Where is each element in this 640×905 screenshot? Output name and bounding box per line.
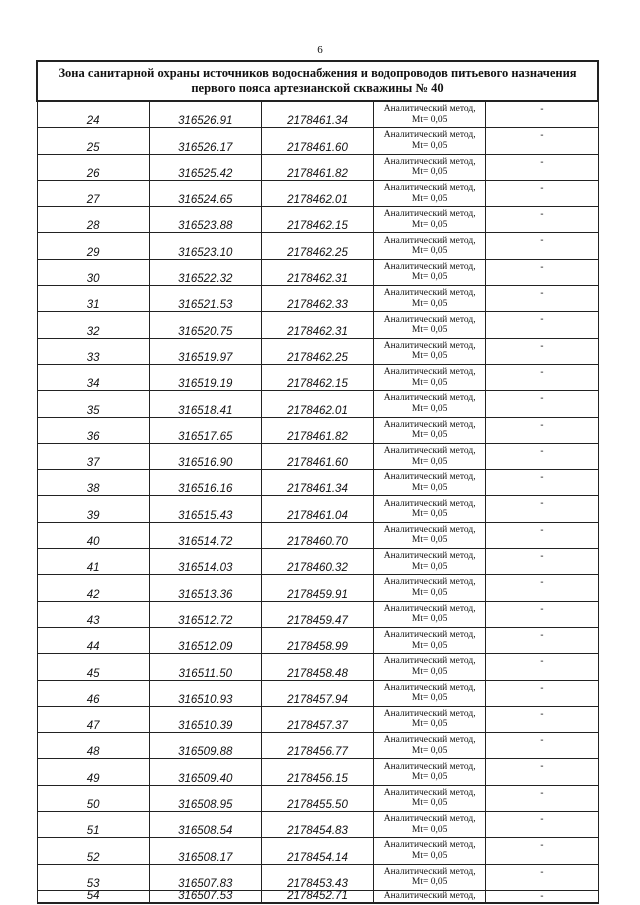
point-number-cell: 51 <box>37 812 149 838</box>
x-coordinate-cell: 316522.32 <box>149 259 261 285</box>
table-row <box>37 443 598 469</box>
method-cell <box>374 706 486 732</box>
method-line: Аналитический метод, <box>383 814 476 825</box>
y-coordinate-cell: 2178456.15 <box>261 759 373 785</box>
method-line: Аналитический метод, <box>383 340 476 351</box>
method-cell <box>374 890 486 903</box>
method-cell <box>374 522 486 548</box>
note-cell: - <box>486 838 598 864</box>
method-cell <box>374 575 486 601</box>
point-number-cell: 49 <box>37 759 149 785</box>
x-coordinate-cell: 316519.19 <box>149 364 261 390</box>
point-number-cell: 53 <box>37 864 149 890</box>
accuracy-line: Mt= 0,05 <box>411 167 448 178</box>
table-row <box>37 128 598 154</box>
method-cell <box>374 864 486 890</box>
method-line: Аналитический метод, <box>383 261 476 272</box>
x-coordinate-cell: 316526.17 <box>149 128 261 154</box>
note-cell: - <box>486 312 598 338</box>
point-number-cell: 33 <box>37 338 149 364</box>
note-cell: - <box>486 575 598 601</box>
method-cell <box>374 549 486 575</box>
x-coordinate-cell: 316508.17 <box>149 838 261 864</box>
y-coordinate-cell: 2178452.71 <box>261 890 373 903</box>
point-number-cell: 30 <box>37 259 149 285</box>
y-coordinate-cell: 2178459.91 <box>261 575 373 601</box>
accuracy-line: Mt= 0,05 <box>411 351 448 362</box>
table-row <box>37 838 598 864</box>
table-row <box>37 470 598 496</box>
accuracy-line: Mt= 0,05 <box>411 745 448 756</box>
point-number-cell: 40 <box>37 522 149 548</box>
table-title-row <box>37 61 598 101</box>
method-cell <box>374 338 486 364</box>
x-coordinate-cell: 316525.42 <box>149 154 261 180</box>
method-cell <box>374 207 486 233</box>
method-line: Аналитический метод, <box>383 130 476 141</box>
method-cell <box>374 443 486 469</box>
table-row <box>37 864 598 890</box>
method-cell <box>374 601 486 627</box>
point-number-cell: 52 <box>37 838 149 864</box>
x-coordinate-cell: 316511.50 <box>149 654 261 680</box>
method-line: Аналитический метод, <box>383 577 476 588</box>
method-line: Аналитический метод, <box>383 761 476 772</box>
note-cell: - <box>486 338 598 364</box>
accuracy-line: Mt= 0,05 <box>411 456 448 467</box>
method-line: Аналитический метод, <box>383 656 476 667</box>
accuracy-line: Mt= 0,05 <box>411 272 448 283</box>
accuracy-line: Mt= 0,05 <box>411 798 448 809</box>
method-cell <box>374 286 486 312</box>
table-row <box>37 785 598 811</box>
method-line: Аналитический метод, <box>383 235 476 246</box>
y-coordinate-cell: 2178461.82 <box>261 417 373 443</box>
table-row <box>37 812 598 838</box>
point-number-cell: 45 <box>37 654 149 680</box>
point-number-cell: 38 <box>37 470 149 496</box>
x-coordinate-cell: 316514.03 <box>149 549 261 575</box>
method-line: Аналитический метод, <box>383 787 476 798</box>
y-coordinate-cell: 2178461.82 <box>261 154 373 180</box>
y-coordinate-cell: 2178458.99 <box>261 627 373 653</box>
note-cell: - <box>486 233 598 259</box>
method-line: Аналитический метод, <box>383 735 476 746</box>
x-coordinate-cell: 316518.41 <box>149 391 261 417</box>
table-row <box>37 575 598 601</box>
accuracy-line: Mt= 0,05 <box>411 640 448 651</box>
method-line: Аналитический метод, <box>383 524 476 535</box>
note-cell: - <box>486 733 598 759</box>
note-cell: - <box>486 812 598 838</box>
x-coordinate-cell: 316520.75 <box>149 312 261 338</box>
x-coordinate-cell: 316523.10 <box>149 233 261 259</box>
point-number-cell: 35 <box>37 391 149 417</box>
x-coordinate-cell: 316510.39 <box>149 706 261 732</box>
x-coordinate-cell: 316507.53 <box>149 890 261 903</box>
note-cell: - <box>486 496 598 522</box>
accuracy-line: Mt= 0,05 <box>411 693 448 704</box>
x-coordinate-cell: 316514.72 <box>149 522 261 548</box>
y-coordinate-cell: 2178462.31 <box>261 312 373 338</box>
coordinates-table <box>36 60 599 904</box>
accuracy-line: Mt= 0,05 <box>411 509 448 520</box>
table-row <box>37 233 598 259</box>
method-cell <box>374 391 486 417</box>
method-line: Аналитический метод, <box>383 890 476 901</box>
x-coordinate-cell: 316526.91 <box>149 101 261 128</box>
x-coordinate-cell: 316512.09 <box>149 627 261 653</box>
note-cell: - <box>486 549 598 575</box>
y-coordinate-cell: 2178462.25 <box>261 233 373 259</box>
method-cell <box>374 470 486 496</box>
y-coordinate-cell: 2178455.50 <box>261 785 373 811</box>
point-number-cell: 39 <box>37 496 149 522</box>
x-coordinate-cell: 316523.88 <box>149 207 261 233</box>
table-row <box>37 417 598 443</box>
method-line: Аналитический метод, <box>383 840 476 851</box>
note-cell: - <box>486 759 598 785</box>
x-coordinate-cell: 316509.88 <box>149 733 261 759</box>
note-cell: - <box>486 627 598 653</box>
method-line: Аналитический метод, <box>383 603 476 614</box>
table-row <box>37 522 598 548</box>
y-coordinate-cell: 2178457.37 <box>261 706 373 732</box>
method-line: Аналитический метод, <box>383 104 476 115</box>
note-cell: - <box>486 706 598 732</box>
accuracy-line: Mt= 0,05 <box>411 403 448 414</box>
y-coordinate-cell: 2178459.47 <box>261 601 373 627</box>
y-coordinate-cell: 2178454.83 <box>261 812 373 838</box>
y-coordinate-cell: 2178462.01 <box>261 180 373 206</box>
y-coordinate-cell: 2178461.60 <box>261 128 373 154</box>
method-cell <box>374 654 486 680</box>
x-coordinate-cell: 316508.54 <box>149 812 261 838</box>
accuracy-line: Mt= 0,05 <box>411 377 448 388</box>
x-coordinate-cell: 316507.83 <box>149 864 261 890</box>
accuracy-line: Mt= 0,05 <box>411 430 448 441</box>
accuracy-line: Mt= 0,05 <box>411 535 448 546</box>
note-cell: - <box>486 890 598 903</box>
point-number-cell: 26 <box>37 154 149 180</box>
note-cell: - <box>486 364 598 390</box>
method-line: Аналитический метод, <box>383 156 476 167</box>
x-coordinate-cell: 316516.90 <box>149 443 261 469</box>
x-coordinate-cell: 316519.97 <box>149 338 261 364</box>
y-coordinate-cell: 2178461.34 <box>261 101 373 128</box>
y-coordinate-cell: 2178462.15 <box>261 364 373 390</box>
note-cell: - <box>486 391 598 417</box>
table-row <box>37 364 598 390</box>
method-cell <box>374 417 486 443</box>
point-number-cell: 24 <box>37 101 149 128</box>
note-cell: - <box>486 443 598 469</box>
method-line: Аналитический метод, <box>383 551 476 562</box>
accuracy-line: Mt= 0,05 <box>411 772 448 783</box>
method-line: Аналитический метод, <box>383 288 476 299</box>
point-number-cell: 37 <box>37 443 149 469</box>
method-line: Аналитический метод, <box>383 682 476 693</box>
y-coordinate-cell: 2178462.33 <box>261 286 373 312</box>
method-cell <box>374 364 486 390</box>
table-row <box>37 680 598 706</box>
x-coordinate-cell: 316509.40 <box>149 759 261 785</box>
x-coordinate-cell: 316517.65 <box>149 417 261 443</box>
method-cell <box>374 496 486 522</box>
table-row <box>37 312 598 338</box>
accuracy-line: Mt= 0,05 <box>411 719 448 730</box>
point-number-cell: 44 <box>37 627 149 653</box>
x-coordinate-cell: 316524.65 <box>149 180 261 206</box>
method-line: Аналитический метод, <box>383 708 476 719</box>
table-row <box>37 890 598 903</box>
table-body <box>37 61 598 903</box>
table-row <box>37 180 598 206</box>
method-cell <box>374 785 486 811</box>
y-coordinate-cell: 2178462.31 <box>261 259 373 285</box>
note-cell: - <box>486 128 598 154</box>
method-cell <box>374 233 486 259</box>
note-cell: - <box>486 601 598 627</box>
y-coordinate-cell: 2178460.32 <box>261 549 373 575</box>
note-cell: - <box>486 259 598 285</box>
method-line: Аналитический метод, <box>383 866 476 877</box>
method-line: Аналитический метод, <box>383 183 476 194</box>
accuracy-line: Mt= 0,05 <box>411 614 448 625</box>
y-coordinate-cell: 2178457.94 <box>261 680 373 706</box>
point-number-cell: 34 <box>37 364 149 390</box>
method-cell <box>374 838 486 864</box>
table-row <box>37 154 598 180</box>
accuracy-line: Mt= 0,05 <box>411 140 448 151</box>
y-coordinate-cell: 2178462.01 <box>261 391 373 417</box>
table-row <box>37 549 598 575</box>
point-number-cell: 47 <box>37 706 149 732</box>
table-title: Зона санитарной охраны источников водоснабжения и водопроводов питьевого назначения первого пояса артезианской скважины № 40 <box>37 61 598 101</box>
method-line: Аналитический метод, <box>383 419 476 430</box>
point-number-cell: 27 <box>37 180 149 206</box>
point-number-cell: 31 <box>37 286 149 312</box>
x-coordinate-cell: 316510.93 <box>149 680 261 706</box>
point-number-cell: 48 <box>37 733 149 759</box>
accuracy-line: Mt= 0,05 <box>411 561 448 572</box>
note-cell: - <box>486 180 598 206</box>
point-number-cell: 36 <box>37 417 149 443</box>
method-cell <box>374 812 486 838</box>
point-number-cell: 28 <box>37 207 149 233</box>
note-cell: - <box>486 101 598 128</box>
y-coordinate-cell: 2178458.48 <box>261 654 373 680</box>
note-cell: - <box>486 417 598 443</box>
table-row <box>37 706 598 732</box>
point-number-cell: 43 <box>37 601 149 627</box>
table-row <box>37 733 598 759</box>
accuracy-line: Mt= 0,05 <box>411 666 448 677</box>
table-row <box>37 259 598 285</box>
accuracy-line: Mt= 0,05 <box>411 193 448 204</box>
method-cell <box>374 154 486 180</box>
accuracy-line: Mt= 0,05 <box>411 325 448 336</box>
accuracy-line: Mt= 0,05 <box>411 587 448 598</box>
method-line: Аналитический метод, <box>383 446 476 456</box>
method-line: Аналитический метод, <box>383 314 476 325</box>
table-row <box>37 101 598 128</box>
note-cell: - <box>486 864 598 890</box>
table-row <box>37 286 598 312</box>
method-cell <box>374 627 486 653</box>
method-line: Аналитический метод, <box>383 498 476 509</box>
x-coordinate-cell: 316521.53 <box>149 286 261 312</box>
y-coordinate-cell: 2178456.77 <box>261 733 373 759</box>
page-number: 6 <box>317 44 323 56</box>
x-coordinate-cell: 316515.43 <box>149 496 261 522</box>
y-coordinate-cell: 2178454.14 <box>261 838 373 864</box>
table-row <box>37 207 598 233</box>
accuracy-line: Mt= 0,05 <box>411 850 448 861</box>
y-coordinate-cell: 2178462.25 <box>261 338 373 364</box>
table-row <box>37 496 598 522</box>
method-line: Аналитический метод, <box>383 367 476 378</box>
point-number-cell: 54 <box>37 890 149 903</box>
method-line: Аналитический метод, <box>383 472 476 483</box>
table-row <box>37 627 598 653</box>
method-cell <box>374 259 486 285</box>
note-cell: - <box>486 207 598 233</box>
note-cell: - <box>486 154 598 180</box>
point-number-cell: 50 <box>37 785 149 811</box>
table-row <box>37 601 598 627</box>
x-coordinate-cell: 316513.36 <box>149 575 261 601</box>
note-cell: - <box>486 522 598 548</box>
y-coordinate-cell: 2178461.34 <box>261 470 373 496</box>
table-row <box>37 654 598 680</box>
method-line: Аналитический метод, <box>383 209 476 220</box>
method-cell <box>374 733 486 759</box>
x-coordinate-cell: 316508.95 <box>149 785 261 811</box>
accuracy-line: Mt= 0,05 <box>411 298 448 309</box>
point-number-cell: 32 <box>37 312 149 338</box>
accuracy-line: Mt= 0,05 <box>411 482 448 493</box>
table-row <box>37 391 598 417</box>
point-number-cell: 29 <box>37 233 149 259</box>
accuracy-line: Mt= 0,05 <box>411 219 448 230</box>
note-cell: - <box>486 785 598 811</box>
point-number-cell: 25 <box>37 128 149 154</box>
note-cell: - <box>486 654 598 680</box>
note-cell: - <box>486 680 598 706</box>
x-coordinate-cell: 316516.16 <box>149 470 261 496</box>
y-coordinate-cell: 2178461.04 <box>261 496 373 522</box>
point-number-cell: 46 <box>37 680 149 706</box>
accuracy-line: Mt= 0,05 <box>411 246 448 257</box>
table-row <box>37 338 598 364</box>
y-coordinate-cell: 2178461.60 <box>261 443 373 469</box>
point-number-cell: 42 <box>37 575 149 601</box>
method-line: Аналитический метод, <box>383 393 476 404</box>
accuracy-line: Mt= 0,05 <box>411 114 448 125</box>
note-cell: - <box>486 470 598 496</box>
table-row <box>37 759 598 785</box>
method-cell <box>374 101 486 128</box>
y-coordinate-cell: 2178462.15 <box>261 207 373 233</box>
accuracy-line: Mt= 0,05 <box>411 877 448 888</box>
method-line: Аналитический метод, <box>383 630 476 641</box>
y-coordinate-cell: 2178453.43 <box>261 864 373 890</box>
note-cell: - <box>486 286 598 312</box>
accuracy-line: Mt= 0,05 <box>411 824 448 835</box>
method-cell <box>374 180 486 206</box>
x-coordinate-cell: 316512.72 <box>149 601 261 627</box>
point-number-cell: 41 <box>37 549 149 575</box>
y-coordinate-cell: 2178460.70 <box>261 522 373 548</box>
method-cell <box>374 312 486 338</box>
method-cell <box>374 759 486 785</box>
method-cell <box>374 680 486 706</box>
method-cell <box>374 128 486 154</box>
